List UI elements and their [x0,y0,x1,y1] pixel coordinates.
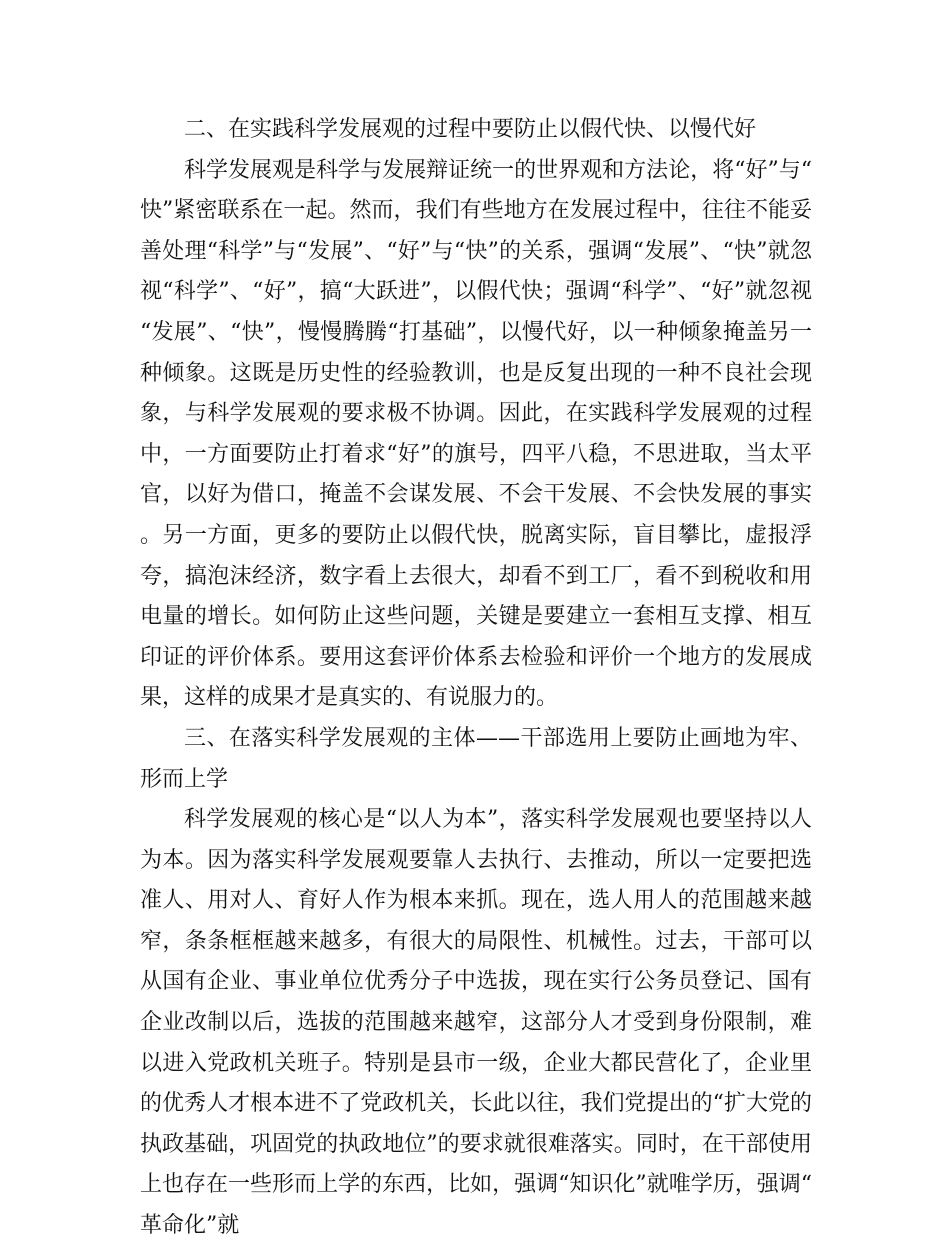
section-heading-three: 三、在落实科学发展观的主体——干部选用上要防止画地为牢、形而上学 [140,725,812,792]
paragraph-section-three: 科学发展观的核心是“以人为本”，落实科学发展观也要坚持以人为本。因为落实科学发展观要靠人去执行、去推动，所以一定要把选准人、用对人、育好人作为根本来抓。现在，选人用人的范围越来越窄，条条框框越来越多，有很大的局限性、机械性。过去，干部可以从国有企业、事业单位优秀分子中选拔，现在实行公务员登记、国有企业改制以后，选拔的范围越来越窄，这部分人才受到身份限制，难以进入党政机关班子。特别是县市一级，企业大都民营化了，企业里的优秀人才根本进不了党政机关，长此以往，我们党提出的“扩大党的执政基础，巩固党的执政地位”的要求就很难落实。同时，在干部使用上也存在一些形而上学的东西，比如，强调“知识化”就唯学历，强调“革命化”就 [140,807,812,1239]
section-heading-two: 二、在实践科学发展观的过程中要防止以假代快、以慢代好 [184,117,757,142]
document-body [140,110,812,1247]
paragraph-section-two: 科学发展观是科学与发展辩证统一的世界观和方法论，将“好”与“快”紧密联系在一起。然而，我们有些地方在发展过程中，往往不能妥善处理“科学”与“发展”、“好”与“快”的关系，强调“发展”、“快”就忽视“科学”、“好”，搞“大跃进”，以假代快；强调“科学”、“好”就忽视“发展”、“快”，慢慢腾腾“打基础”，以慢代好，以一种倾象掩盖另一种倾象。这既是历史性的经验教训，也是反复出现的一种不良社会现象，与科学发展观的要求极不协调。因此，在实践科学发展观的过程中，一方面要防止打着求“好”的旗号，四平八稳，不思进取，当太平官，以好为借口，掩盖不会谋发展、不会干发展、不会快发展的事实。另一方面，更多的要防止以假代快，脱离实际，盲目攀比，虚报浮夸，搞泡沫经济，数字看上去很大，却看不到工厂，看不到税收和用电量的增长。如何防止这些问题，关键是要建立一套相互支撑、相互印证的评价体系。要用这套评价体系去检验和评价一个地方的发展成果，这样的成果才是真实的、有说服力的。 [140,157,812,711]
